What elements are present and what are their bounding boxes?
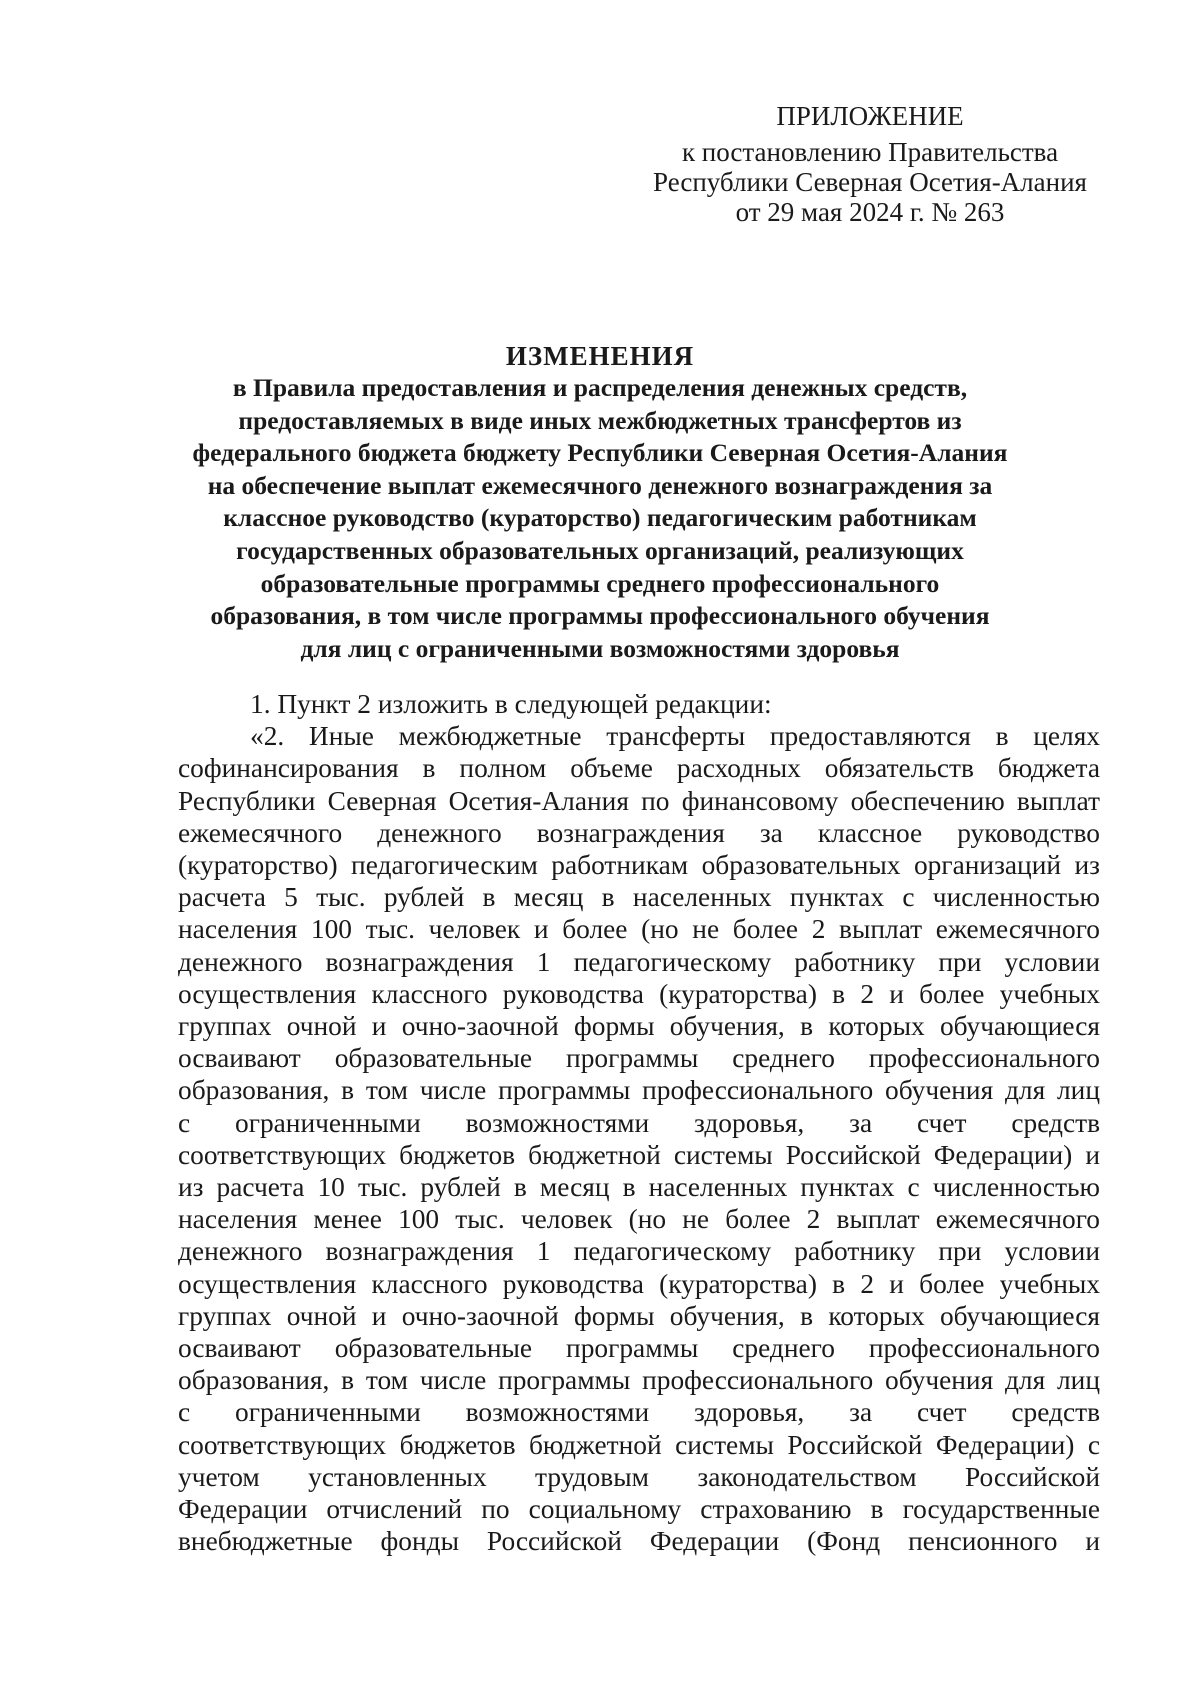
paragraph-line: осваивают образовательные программы среднего профессионального (178, 1043, 1100, 1074)
title-line: образовательные программы среднего профессионального (260, 568, 940, 598)
paragraph-line: населения менее 100 тыс. человек (но не более 2 выплат ежемесячного (178, 1204, 1100, 1235)
title-line: предоставляемых в виде иных межбюджетных трансфертов из (238, 405, 962, 435)
appendix-line-2: Республики Северная Осетия-Алания (653, 167, 1087, 197)
paragraph-line: группах очной и очно-заочной формы обучения, в которых обучающиеся (178, 1011, 1100, 1042)
title-line: федерального бюджета бюджету Республики Северная Осетия-Алания (192, 438, 1008, 468)
paragraph-line: с ограниченными возможностями здоровья, за счет средств (178, 1397, 1100, 1428)
title-line: для лиц с ограниченными возможностями здоровья (300, 633, 900, 663)
appendix-line-3: от 29 мая 2024 г. № 263 (735, 197, 1005, 227)
paragraph-line: соответствующих бюджетов бюджетной системы Российской Федерации) и (178, 1139, 1100, 1170)
paragraph-line: осуществления классного руководства (кураторства) в 2 и более учебных (178, 978, 1100, 1009)
title-line: образования, в том числе программы профессионального обучения (210, 601, 990, 631)
appendix-label: ПРИЛОЖЕНИЕ (776, 101, 964, 131)
document-body (178, 688, 1100, 1557)
title-line: в Правила предоставления и распределения денежных средств, (232, 373, 968, 402)
paragraph-line: денежного вознаграждения 1 педагогическому работнику при условии (178, 946, 1100, 977)
title-line: на обеспечение выплат ежемесячного денежного вознаграждения за (207, 470, 993, 500)
paragraph-line: расчета 5 тыс. рублей в месяц в населенных пунктах с численностью (178, 882, 1100, 913)
item-1-heading: 1. Пункт 2 изложить в следующей редакции: (250, 689, 772, 719)
paragraph-line: группах очной и очно-заочной формы обучения, в которых обучающиеся (178, 1300, 1100, 1331)
paragraph-line: осваивают образовательные программы среднего профессионального (178, 1333, 1100, 1364)
paragraph-line: денежного вознаграждения 1 педагогическому работнику при условии (178, 1236, 1100, 1267)
paragraph-line: Федерации отчислений по социальному страхованию в государственные (178, 1494, 1100, 1525)
document-title (180, 340, 1020, 665)
paragraph-line: осуществления классного руководства (кураторства) в 2 и более учебных (178, 1268, 1100, 1299)
paragraph-line: ежемесячного денежного вознаграждения за классное руководство (178, 817, 1100, 848)
paragraph-line: учетом установленных трудовым законодательством Российской (178, 1461, 1100, 1492)
paragraph-line: внебюджетные фонды Российской Федерации (Фонд пенсионного и (178, 1526, 1100, 1557)
quoted-paragraph (178, 720, 1100, 1557)
paragraph-line: с ограниченными возможностями здоровья, за счет средств (178, 1107, 1100, 1138)
title-line: классное руководство (кураторство) педагогическим работникам (223, 503, 977, 533)
title-main: ИЗМЕНЕНИЯ (505, 341, 695, 371)
paragraph-line: из расчета 10 тыс. рублей в месяц в населенных пунктах с численностью (178, 1172, 1100, 1203)
title-line: государственных образовательных организаций, реализующих (236, 535, 964, 565)
paragraph-line: образования, в том числе программы профессионального обучения для лиц (178, 1365, 1100, 1396)
paragraph-line: (кураторство) педагогическим работникам образовательных организаций из (178, 850, 1100, 881)
paragraph-line: «2. Иные межбюджетные трансферты предоставляются в целях (250, 721, 1100, 752)
paragraph-line: соответствующих бюджетов бюджетной системы Российской Федерации) с (178, 1429, 1100, 1460)
appendix-line-1: к постановлению Правительства (681, 137, 1059, 167)
paragraph-line: образования, в том числе программы профессионального обучения для лиц (178, 1075, 1100, 1106)
paragraph-line: Республики Северная Осетия-Алания по финансовому обеспечению выплат (178, 785, 1100, 816)
paragraph-line: населения 100 тыс. человек и более (но не более 2 выплат ежемесячного (178, 914, 1100, 945)
paragraph-line: софинансирования в полном объеме расходных обязательств бюджета (178, 753, 1100, 784)
